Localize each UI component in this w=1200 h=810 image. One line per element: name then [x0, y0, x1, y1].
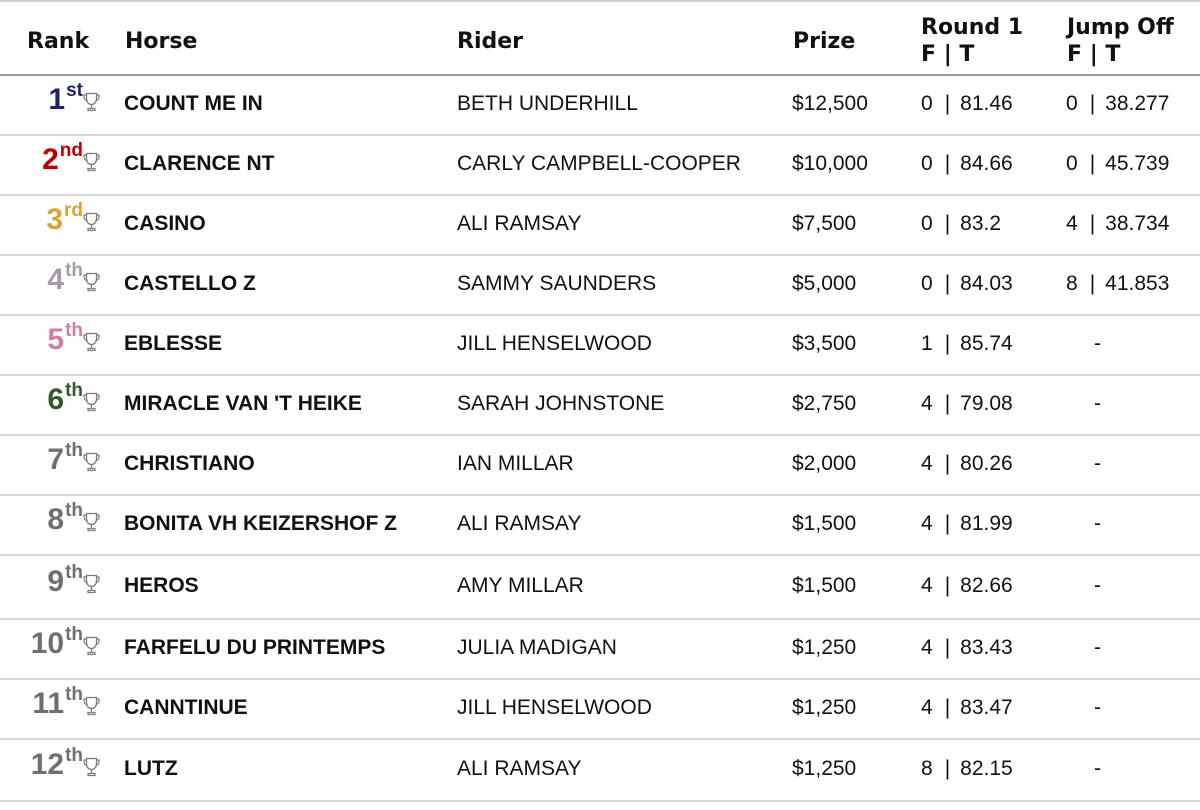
table-header — [0, 2, 1200, 76]
rider-name: ALI RAMSAY — [457, 512, 582, 535]
jumpoff-empty: - — [1094, 636, 1101, 659]
round1-time: 80.26 — [960, 452, 1013, 475]
jumpoff-empty: - — [1094, 757, 1101, 780]
round1-faults: 4 — [921, 452, 933, 475]
round1-faults: 1 — [921, 332, 933, 355]
table-row[interactable] — [0, 556, 1200, 620]
header-round1-sub: F | T — [921, 42, 975, 67]
round1-time: 85.74 — [960, 332, 1013, 355]
table-row[interactable] — [0, 740, 1200, 802]
round1-result — [921, 452, 1013, 476]
jumpoff-empty: - — [1094, 512, 1101, 535]
round1-result — [921, 696, 1013, 720]
trophy-icon[interactable] — [83, 512, 100, 532]
header-round1-title: Round 1 — [921, 15, 1024, 40]
jumpoff-time: 38.277 — [1105, 92, 1170, 115]
rank-suffix: th — [65, 380, 83, 401]
jumpoff-time: 38.734 — [1105, 212, 1170, 235]
jumpoff-result — [1066, 212, 1169, 236]
rank-number: 5 — [47, 323, 65, 356]
round1-separator: | — [944, 512, 951, 535]
rank-cell — [0, 80, 100, 117]
rank-suffix: th — [65, 500, 83, 521]
prize-amount: $5,000 — [792, 272, 857, 295]
horse-name: CASINO — [124, 212, 206, 235]
round1-separator: | — [944, 636, 951, 659]
rank-number: 12 — [30, 748, 65, 781]
rank-cell — [0, 140, 100, 177]
table-row[interactable] — [0, 316, 1200, 376]
round1-faults: 4 — [921, 636, 933, 659]
rank-cell — [0, 684, 100, 721]
round1-time: 81.46 — [960, 92, 1013, 115]
rank-cell — [0, 260, 100, 297]
rank-number: 2 — [42, 143, 59, 176]
round1-time: 82.66 — [960, 574, 1013, 597]
round1-time: 84.03 — [960, 272, 1013, 295]
horse-name: CASTELLO Z — [124, 272, 256, 295]
jumpoff-faults: 0 — [1066, 92, 1078, 115]
rider-name: JILL HENSELWOOD — [457, 332, 652, 355]
rank-cell — [0, 500, 100, 537]
round1-separator: | — [944, 452, 951, 475]
rider-name: JILL HENSELWOOD — [457, 696, 652, 719]
rider-name: ALI RAMSAY — [457, 212, 582, 235]
round1-result — [921, 574, 1013, 598]
rank-cell — [0, 200, 100, 237]
rank-number: 4 — [47, 263, 65, 296]
round1-separator: | — [944, 757, 951, 780]
trophy-icon[interactable] — [83, 696, 100, 716]
prize-amount: $7,500 — [792, 212, 857, 235]
prize-amount: $2,000 — [792, 452, 857, 475]
rank-number: 11 — [32, 687, 65, 720]
round1-result — [921, 512, 1013, 536]
rank-cell — [0, 320, 100, 357]
rank-number: 7 — [47, 443, 65, 476]
rank-number: 1 — [48, 83, 66, 116]
rank-suffix: th — [65, 684, 83, 705]
round1-result — [921, 92, 1013, 116]
round1-result — [921, 272, 1013, 296]
jumpoff-faults: 0 — [1066, 152, 1078, 175]
jumpoff-separator: | — [1089, 152, 1096, 175]
jumpoff-time: 41.853 — [1105, 272, 1170, 295]
table-row[interactable] — [0, 680, 1200, 740]
jumpoff-empty: - — [1094, 696, 1101, 719]
jumpoff-result — [1066, 272, 1169, 296]
rider-name: SAMMY SAUNDERS — [457, 272, 657, 295]
rank-suffix: th — [65, 624, 83, 645]
rank-suffix: nd — [59, 140, 83, 161]
round1-separator: | — [944, 332, 951, 355]
round1-time: 83.47 — [960, 696, 1013, 719]
header-jumpoff-title: Jump Off — [1067, 15, 1174, 40]
table-row[interactable] — [0, 436, 1200, 496]
round1-result — [921, 757, 1013, 781]
rider-name: IAN MILLAR — [457, 452, 574, 475]
round1-separator: | — [944, 392, 951, 415]
round1-faults: 0 — [921, 272, 933, 295]
rider-name: ALI RAMSAY — [457, 757, 582, 780]
jumpoff-empty: - — [1094, 332, 1101, 355]
prize-amount: $1,250 — [792, 636, 857, 659]
table-row[interactable] — [0, 376, 1200, 436]
rank-suffix: th — [65, 260, 83, 281]
horse-name: MIRACLE VAN 'T HEIKE — [124, 392, 362, 415]
prize-amount: $1,250 — [792, 696, 857, 719]
header-horse[interactable]: Horse — [125, 29, 198, 54]
round1-time: 84.66 — [960, 152, 1013, 175]
round1-faults: 0 — [921, 92, 933, 115]
table-row[interactable] — [0, 76, 1200, 136]
rank-cell — [0, 745, 100, 782]
horse-name: CLARENCE NT — [124, 152, 275, 175]
horse-name: FARFELU DU PRINTEMPS — [124, 636, 386, 659]
horse-name: CHRISTIANO — [124, 452, 255, 475]
rider-name: BETH UNDERHILL — [457, 92, 638, 115]
round1-separator: | — [944, 152, 951, 175]
round1-result — [921, 152, 1013, 176]
prize-amount: $3,500 — [792, 332, 857, 355]
round1-time: 83.43 — [960, 636, 1013, 659]
round1-time: 81.99 — [960, 512, 1013, 535]
round1-separator: | — [944, 574, 951, 597]
round1-result — [921, 636, 1013, 660]
horse-name: CANNTINUE — [124, 696, 248, 719]
rank-suffix: th — [65, 440, 83, 461]
jumpoff-empty: - — [1094, 452, 1101, 475]
jumpoff-separator: | — [1089, 92, 1096, 115]
prize-amount: $2,750 — [792, 392, 857, 415]
rank-suffix: th — [65, 320, 83, 341]
jumpoff-faults: 4 — [1066, 212, 1078, 235]
table-row[interactable] — [0, 196, 1200, 256]
rank-suffix: th — [65, 562, 83, 583]
horse-name: LUTZ — [124, 757, 178, 780]
rank-cell — [0, 440, 100, 477]
round1-faults: 4 — [921, 392, 933, 415]
rank-suffix: th — [65, 745, 83, 766]
rider-name: CARLY CAMPBELL-COOPER — [457, 152, 741, 175]
rank-number: 10 — [30, 627, 65, 660]
round1-result — [921, 392, 1013, 416]
rank-number: 8 — [47, 503, 65, 536]
table-row[interactable] — [0, 496, 1200, 556]
horse-name: HEROS — [124, 574, 199, 597]
round1-result — [921, 212, 1001, 236]
prize-amount: $10,000 — [792, 152, 868, 175]
rider-name: JULIA MADIGAN — [457, 636, 617, 659]
round1-separator: | — [944, 92, 951, 115]
trophy-icon[interactable] — [83, 92, 100, 112]
round1-time: 83.2 — [960, 212, 1002, 235]
header-round1[interactable] — [921, 14, 1023, 68]
round1-separator: | — [944, 696, 951, 719]
rider-name: AMY MILLAR — [457, 574, 584, 597]
trophy-icon[interactable] — [83, 152, 100, 172]
jumpoff-separator: | — [1089, 272, 1096, 295]
jumpoff-separator: | — [1089, 212, 1096, 235]
round1-faults: 0 — [921, 212, 933, 235]
round1-faults: 4 — [921, 574, 933, 597]
round1-time: 82.15 — [960, 757, 1013, 780]
jumpoff-result — [1066, 152, 1169, 176]
prize-amount: $1,500 — [792, 574, 857, 597]
round1-faults: 8 — [921, 757, 933, 780]
table-row[interactable] — [0, 620, 1200, 680]
rank-cell — [0, 380, 100, 417]
trophy-icon[interactable] — [83, 332, 100, 352]
header-rank[interactable]: Rank — [27, 29, 90, 54]
header-jumpoff-sub: F | T — [1067, 42, 1121, 67]
horse-name: COUNT ME IN — [124, 92, 263, 115]
rank-suffix: rd — [64, 200, 83, 221]
horse-name: EBLESSE — [124, 332, 223, 355]
jumpoff-faults: 8 — [1066, 272, 1078, 295]
trophy-icon[interactable] — [83, 636, 100, 656]
round1-separator: | — [944, 212, 951, 235]
trophy-icon[interactable] — [83, 757, 100, 777]
prize-amount: $1,250 — [792, 757, 857, 780]
header-prize[interactable]: Prize — [793, 29, 856, 54]
table-row[interactable] — [0, 256, 1200, 316]
jumpoff-empty: - — [1094, 574, 1101, 597]
prize-amount: $12,500 — [792, 92, 868, 115]
round1-time: 79.08 — [960, 392, 1013, 415]
rider-name: SARAH JOHNSTONE — [457, 392, 665, 415]
trophy-icon[interactable] — [83, 272, 100, 292]
rank-cell — [0, 562, 100, 599]
round1-faults: 0 — [921, 152, 933, 175]
jumpoff-empty: - — [1094, 392, 1101, 415]
rank-suffix: st — [66, 80, 83, 101]
trophy-icon[interactable] — [83, 212, 100, 232]
round1-faults: 4 — [921, 512, 933, 535]
header-jumpoff[interactable] — [1067, 14, 1174, 68]
rank-number: 6 — [47, 383, 65, 416]
round1-faults: 4 — [921, 696, 933, 719]
rank-number: 9 — [47, 565, 65, 598]
rank-cell — [0, 624, 100, 661]
trophy-icon[interactable] — [83, 574, 100, 594]
rank-number: 3 — [46, 203, 63, 236]
horse-name: BONITA VH KEIZERSHOF Z — [124, 512, 397, 535]
jumpoff-time: 45.739 — [1105, 152, 1170, 175]
prize-amount: $1,500 — [792, 512, 857, 535]
round1-separator: | — [944, 272, 951, 295]
table-row[interactable] — [0, 136, 1200, 196]
trophy-icon[interactable] — [83, 452, 100, 472]
header-rider[interactable]: Rider — [457, 29, 523, 54]
trophy-icon[interactable] — [83, 392, 100, 412]
round1-result — [921, 332, 1013, 356]
jumpoff-result — [1066, 92, 1169, 116]
